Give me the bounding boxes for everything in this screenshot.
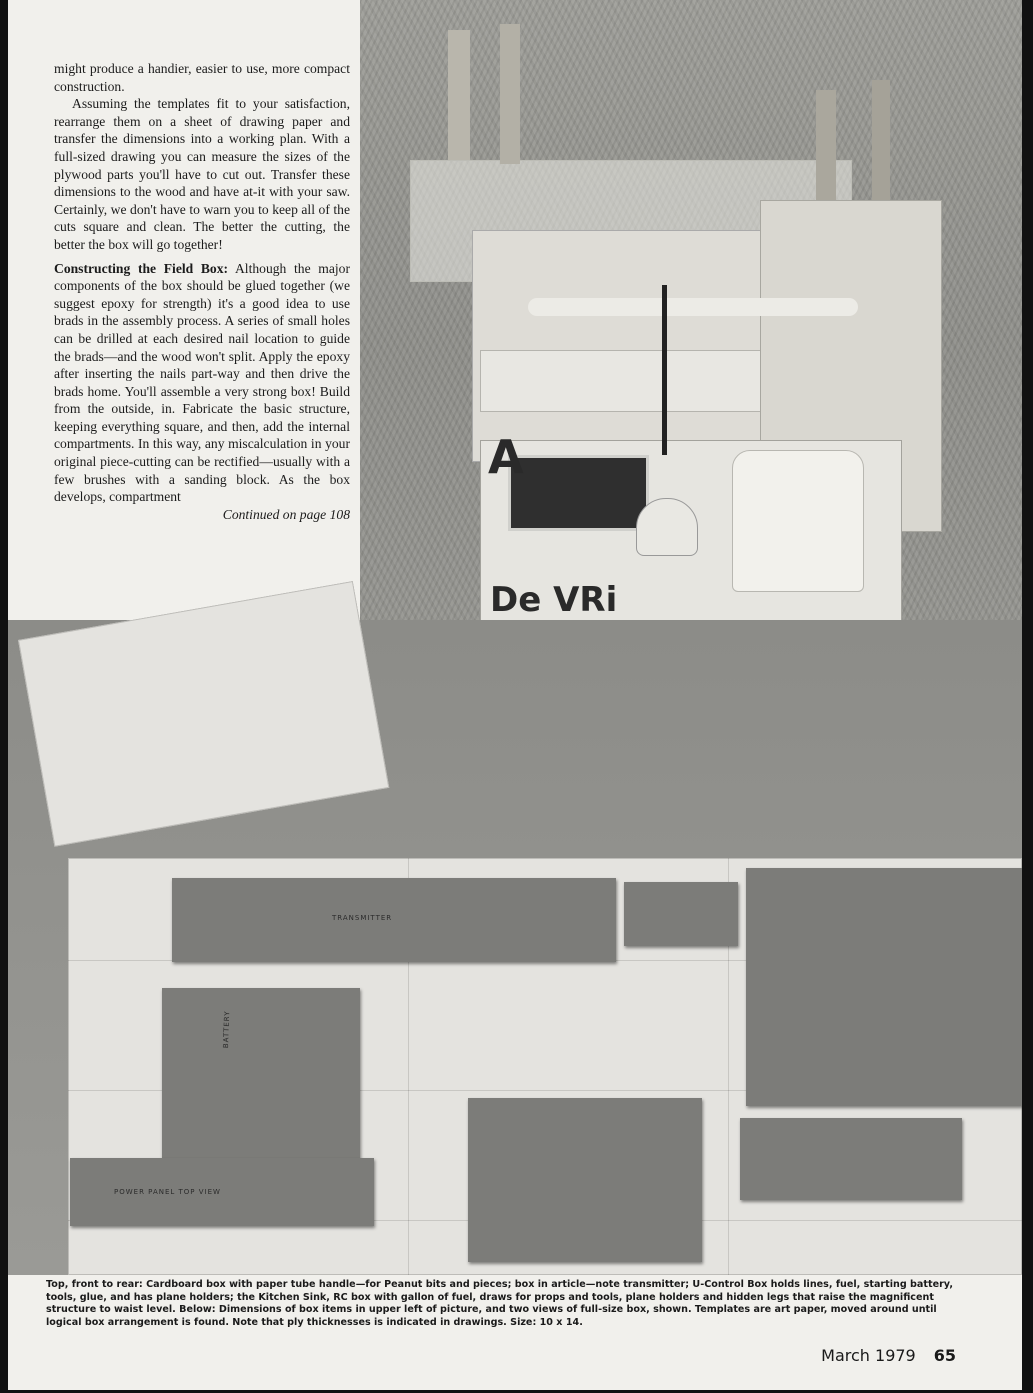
battery-template: BATTERY: [162, 988, 360, 1168]
article-paragraph-2: Assuming the templates fit to your satisfaction, rearrange them on a sheet of drawing paper and transfer the dimensions into a working plan. With a full-sized drawing you can measure the sizes of the plywood parts you'll have to cut out. Transfer these dimensions to the wood and have at-it with your saw. Certainly, we don't have to warn you to keep all of the cuts square and clean. The better the cutting, the better the box will go together!: [54, 96, 350, 252]
plane-holder-left-2: [500, 24, 520, 164]
section-heading: Constructing the Field Box:: [54, 260, 229, 276]
construction-section: [54, 260, 350, 506]
dowel-handle: [528, 298, 858, 316]
large-template: [746, 868, 1022, 1106]
plane-holder-left: [448, 30, 470, 160]
starter-template: [468, 1098, 702, 1262]
section-body: Although the major components of the box should be glued together (we suggest epoxy for strength) it's a good idea to use brads in the assembly process. A series of small holes can be drilled at each desired nail location to guide the brads—and the wood won't split. Apply the epoxy after inserting the nails part-way and then drive the brads home. You'll assemble a very strong box! Build from the outside, in. Fabricate the basic structure, keeping everything square, and then, add the internal compartments. In this way, any miscalculation in your original piece-cutting can be rectified—usually with a few brushes with a sanding block. As the box develops, compartment: [54, 260, 350, 505]
issue-date: March 1979: [821, 1346, 916, 1365]
fuel-jug: [732, 450, 864, 592]
box-brand-lettering: De VRi: [490, 580, 618, 620]
template-layout-photo: [8, 620, 1022, 1275]
continued-note: Continued on page 108: [222, 506, 350, 522]
page-footer: [821, 1346, 956, 1365]
fuel-pump-template: [740, 1118, 962, 1200]
antenna: [662, 285, 667, 455]
photo-caption: Top, front to rear: Cardboard box with paper tube handle—for Peanut bits and pieces; box in article—note transmitter; U-Control Box holds lines, fuel, starting battery, tools, glue, and has plane holders; the Kitchen Sink, RC box with gallon of fuel, draws for props and tools, plane holders and hidden legs that raise the magnificent structure to waist level. Below: Dimensions of box items in upper left of picture, and two views of full-size box, shown. Templates are art paper, moved around until logical box arrangement is found. Note that ply thicknesses is indicated in drawings. Size: 10 x 14.: [46, 1279, 953, 1328]
small-template: [624, 882, 738, 946]
article-paragraph-1: might produce a handier, easier to use, more compact construction.: [54, 61, 350, 94]
power-panel-template: POWER PANEL TOP VIEW: [70, 1158, 374, 1226]
article-text-column: [54, 60, 350, 523]
page-number: 65: [933, 1346, 956, 1365]
transmitter: [508, 455, 649, 531]
magazine-page: [8, 0, 1022, 1390]
transmitter-template: TRANSMITTER: [172, 878, 616, 962]
starter-cup: [636, 498, 698, 556]
box-letter-a: A: [488, 430, 524, 484]
dimension-sheet: [18, 581, 389, 847]
